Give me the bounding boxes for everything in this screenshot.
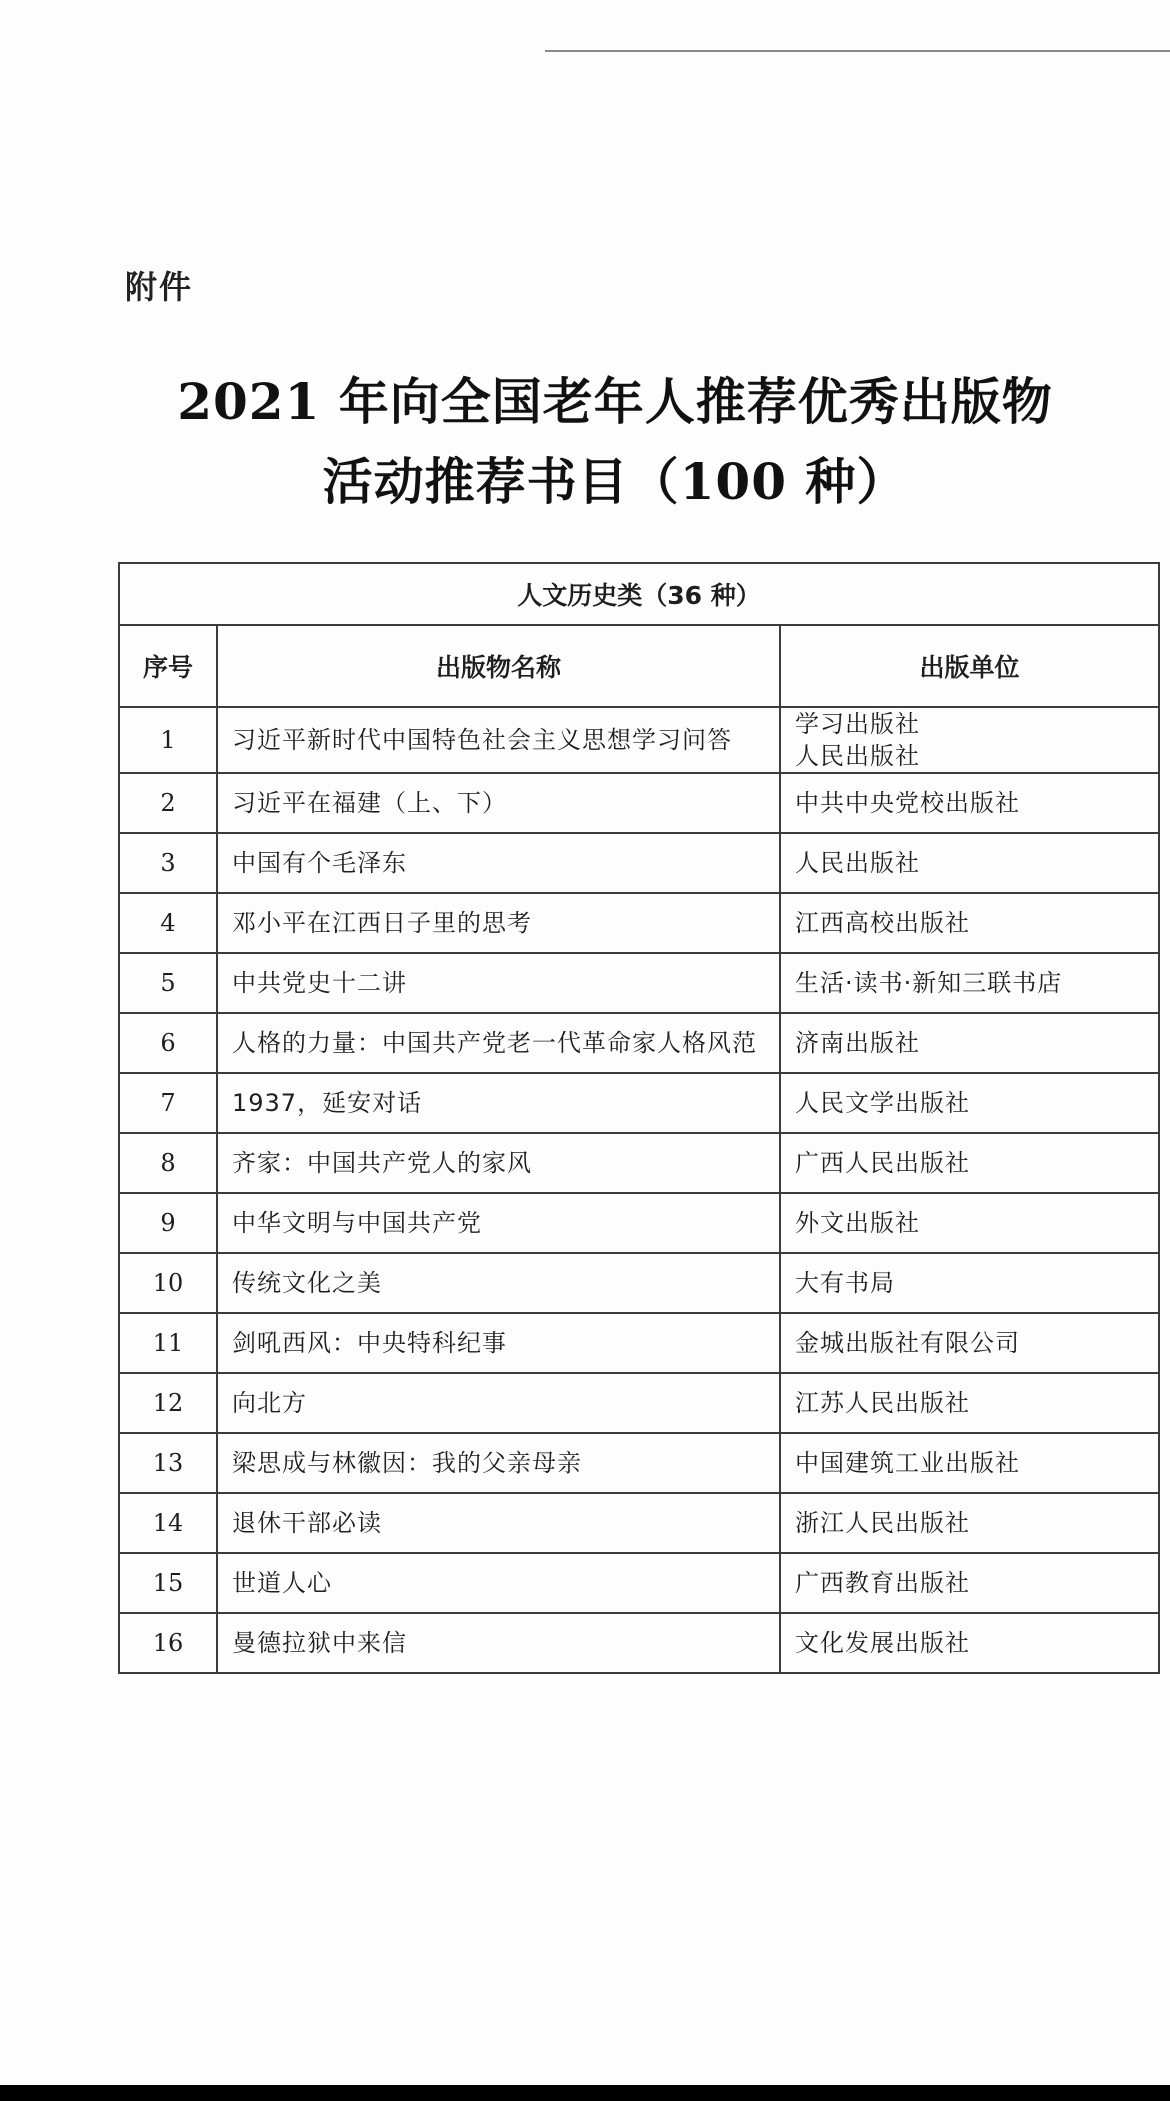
publisher-name: 江西高校出版社 <box>795 909 970 937</box>
table-row <box>119 833 1159 893</box>
page-title-line-1: 2021 年向全国老年人推荐优秀出版物 <box>177 372 1053 431</box>
table-row <box>119 1313 1159 1373</box>
publisher-name: 金城出版社有限公司 <box>795 1329 1020 1357</box>
table-row <box>119 1193 1159 1253</box>
publisher-name: 江苏人民出版社 <box>795 1389 970 1417</box>
row-publisher <box>780 1133 1159 1193</box>
publisher-name: 生活·读书·新知三联书店 <box>795 969 1063 997</box>
table-row <box>119 1073 1159 1133</box>
publisher-name: 济南出版社 <box>795 1029 920 1057</box>
row-book-name: 中华文明与中国共产党 <box>217 1193 780 1253</box>
row-book-name: 向北方 <box>217 1373 780 1433</box>
row-publisher <box>780 1313 1159 1373</box>
row-index: 14 <box>119 1493 217 1553</box>
row-book-name: 梁思成与林徽因：我的父亲母亲 <box>217 1433 780 1493</box>
row-index: 15 <box>119 1553 217 1613</box>
row-index: 1 <box>119 707 217 773</box>
row-book-name: 中共党史十二讲 <box>217 953 780 1013</box>
row-publisher <box>780 1553 1159 1613</box>
table-row <box>119 1493 1159 1553</box>
row-index: 11 <box>119 1313 217 1373</box>
table-row <box>119 1013 1159 1073</box>
row-index: 3 <box>119 833 217 893</box>
top-rule-line <box>545 50 1170 52</box>
publisher-name: 人民出版社 <box>795 742 920 770</box>
row-book-name: 人格的力量：中国共产党老一代革命家人格风范 <box>217 1013 780 1073</box>
table-row <box>119 1253 1159 1313</box>
row-book-name: 1937，延安对话 <box>217 1073 780 1133</box>
row-book-name: 齐家：中国共产党人的家风 <box>217 1133 780 1193</box>
row-publisher <box>780 833 1159 893</box>
row-publisher <box>780 953 1159 1013</box>
table-row <box>119 1133 1159 1193</box>
table-row <box>119 1553 1159 1613</box>
publisher-name: 人民文学出版社 <box>795 1089 970 1117</box>
publisher-name: 文化发展出版社 <box>795 1629 970 1657</box>
publisher-name: 中共中央党校出版社 <box>795 789 1020 817</box>
row-publisher <box>780 1613 1159 1673</box>
row-book-name: 习近平新时代中国特色社会主义思想学习问答 <box>217 707 780 773</box>
publisher-name: 大有书局 <box>795 1269 895 1297</box>
row-publisher <box>780 1493 1159 1553</box>
table-row <box>119 1433 1159 1493</box>
table-body <box>119 707 1159 1673</box>
book-list-table <box>118 562 1160 1674</box>
row-index: 5 <box>119 953 217 1013</box>
row-publisher <box>780 893 1159 953</box>
column-header-publisher: 出版单位 <box>780 625 1159 707</box>
row-index: 7 <box>119 1073 217 1133</box>
row-book-name: 传统文化之美 <box>217 1253 780 1313</box>
publisher-name: 广西人民出版社 <box>795 1149 970 1177</box>
column-header-name: 出版物名称 <box>217 625 780 707</box>
row-publisher <box>780 1193 1159 1253</box>
page-title-line-2: 活动推荐书目（100 种） <box>322 452 908 511</box>
category-row <box>119 563 1159 625</box>
table-row <box>119 707 1159 773</box>
column-header-index: 序号 <box>119 625 217 707</box>
row-book-name: 中国有个毛泽东 <box>217 833 780 893</box>
row-publisher <box>780 1253 1159 1313</box>
attachment-label: 附件 <box>125 268 194 306</box>
table-row <box>119 1613 1159 1673</box>
row-index: 13 <box>119 1433 217 1493</box>
table-row <box>119 1373 1159 1433</box>
row-publisher <box>780 773 1159 833</box>
table-row <box>119 773 1159 833</box>
row-publisher <box>780 1013 1159 1073</box>
row-publisher <box>780 1073 1159 1133</box>
row-book-name: 习近平在福建（上、下） <box>217 773 780 833</box>
row-book-name: 世道人心 <box>217 1553 780 1613</box>
bottom-scan-bar <box>0 2085 1170 2101</box>
row-publisher <box>780 1433 1159 1493</box>
row-index: 8 <box>119 1133 217 1193</box>
column-header-row <box>119 625 1159 707</box>
publisher-name: 学习出版社 <box>795 710 920 738</box>
publisher-name: 广西教育出版社 <box>795 1569 970 1597</box>
category-header: 人文历史类（36 种） <box>119 563 1159 625</box>
row-book-name: 退休干部必读 <box>217 1493 780 1553</box>
publisher-name: 外文出版社 <box>795 1209 920 1237</box>
row-book-name: 剑吼西风：中央特科纪事 <box>217 1313 780 1373</box>
row-index: 9 <box>119 1193 217 1253</box>
row-book-name: 邓小平在江西日子里的思考 <box>217 893 780 953</box>
row-index: 6 <box>119 1013 217 1073</box>
publisher-name: 人民出版社 <box>795 849 920 877</box>
row-publisher <box>780 1373 1159 1433</box>
table-row <box>119 893 1159 953</box>
row-index: 2 <box>119 773 217 833</box>
publisher-name: 中国建筑工业出版社 <box>795 1449 1020 1477</box>
table-row <box>119 953 1159 1013</box>
publisher-name: 浙江人民出版社 <box>795 1509 970 1537</box>
row-book-name: 曼德拉狱中来信 <box>217 1613 780 1673</box>
row-index: 4 <box>119 893 217 953</box>
row-index: 12 <box>119 1373 217 1433</box>
row-index: 10 <box>119 1253 217 1313</box>
row-publisher <box>780 707 1159 773</box>
row-index: 16 <box>119 1613 217 1673</box>
